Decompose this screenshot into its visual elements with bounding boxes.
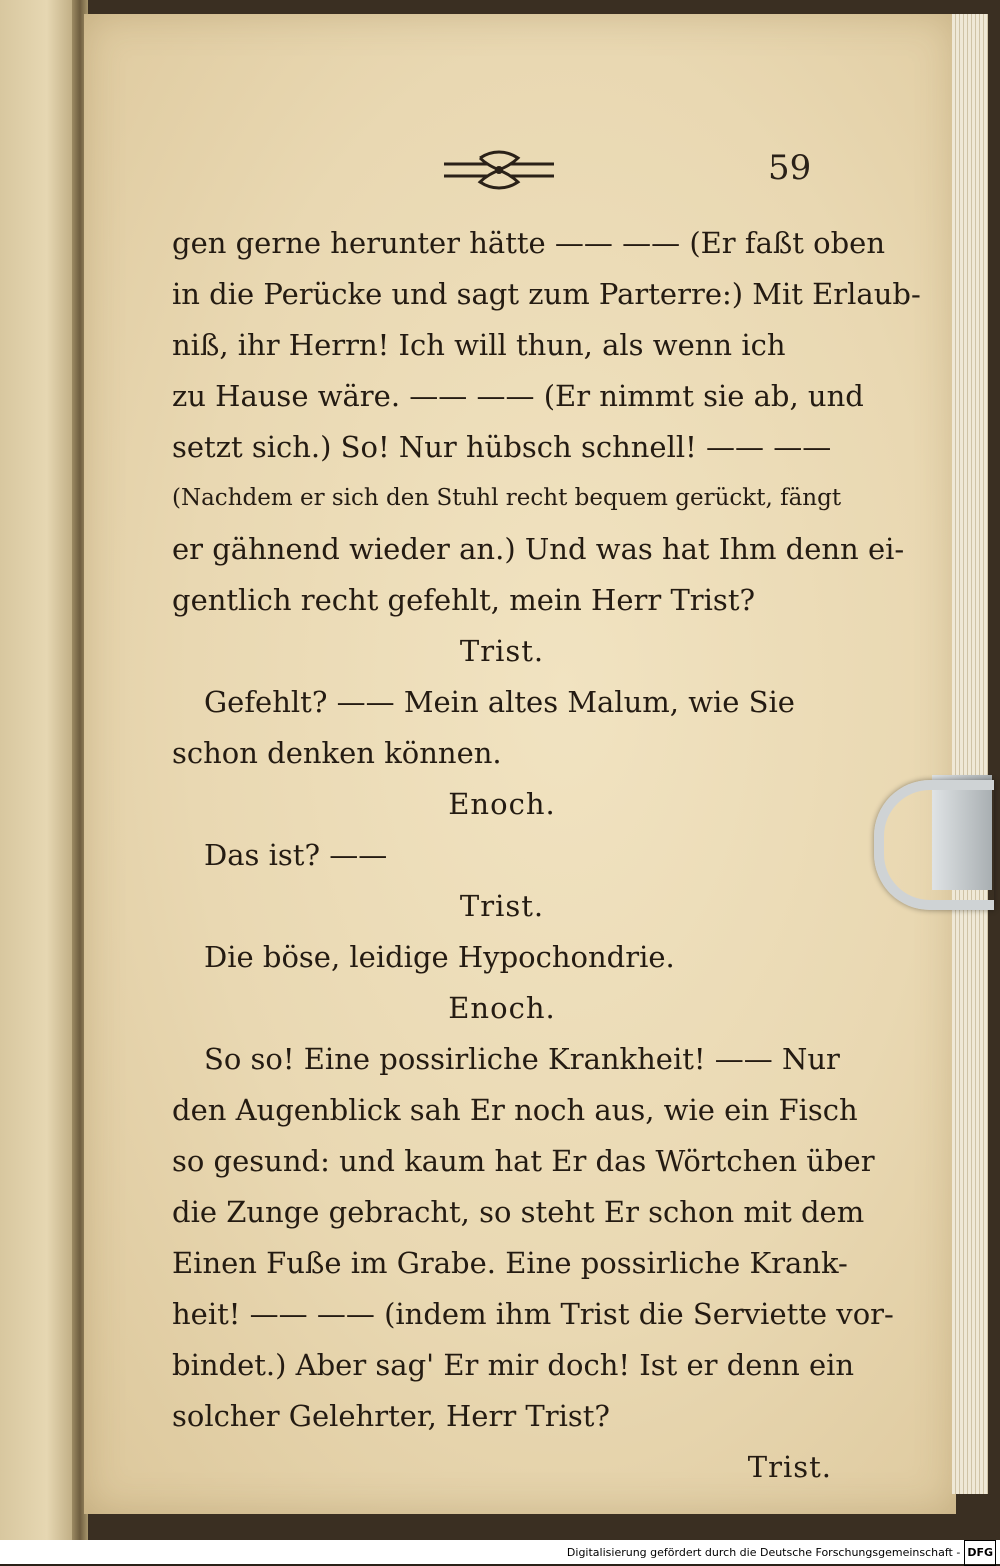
digitization-footer [0,1540,1000,1564]
speaker-name: Trist. [459,889,545,923]
text-line: in die Perücke und sagt zum Parterre:) Mit Erlaub- [172,277,921,311]
page-text [172,218,921,1493]
speech-line: bindet.) Aber sag' Er mir doch! Ist er denn ein [172,1348,855,1382]
speech-line: so gesund: und kaum hat Er das Wörtchen über [172,1144,875,1178]
text-line: gen gerne herunter hätte —— —— (Er faßt oben [172,226,886,260]
speech-line: Einen Fuße im Grabe. Eine possirliche Krank- [172,1246,848,1280]
speech-line: So so! Eine possirliche Krankheit! —— Nur [204,1042,840,1076]
speech-line: Gefehlt? —— Mein altes Malum, wie Sie [204,685,795,719]
speaker-name: Enoch. [448,991,556,1025]
speech-line: Das ist? —— [204,838,388,872]
speaker-name: Trist. [459,634,545,668]
text-line: niß, ihr Herrn! Ich will thun, als wenn ich [172,328,786,362]
text-line: setzt sich.) So! Nur hübsch schnell! —— —— [172,430,832,464]
text-line: zu Hause wäre. —— —— (Er nimmt sie ab, und [172,379,864,413]
footer-text: Digitalisierung gefördert durch die Deutsche Forschungsgemeinschaft - [566,1546,961,1559]
text-line: er gähnend wieder an.) Und was hat Ihm denn ei- [172,532,905,566]
page-edges [952,14,988,1494]
speaker-name: Enoch. [448,787,556,821]
stage-direction-line: (Nachdem er sich den Stuhl recht bequem gerückt, fängt [172,485,842,511]
dfg-logo: DFG [964,1540,996,1566]
speech-line: solcher Gelehrter, Herr Trist? [172,1399,610,1433]
header-ornament-icon [440,150,558,190]
speech-line: heit! —— —— (indem ihm Trist die Serviette vor- [172,1297,894,1331]
speech-line: schon denken können. [172,736,502,770]
catchword: Trist. [747,1450,832,1484]
text-line: gentlich recht gefehlt, mein Herr Trist? [172,583,756,617]
speech-line: Die böse, leidige Hypochondrie. [204,940,675,974]
page-number: 59 [768,148,812,188]
speech-line: die Zunge gebracht, so steht Er schon mit dem [172,1195,865,1229]
page-clip [874,780,994,910]
facing-page-edge [0,0,78,1540]
speech-line: den Augenblick sah Er noch aus, wie ein Fisch [172,1093,858,1127]
